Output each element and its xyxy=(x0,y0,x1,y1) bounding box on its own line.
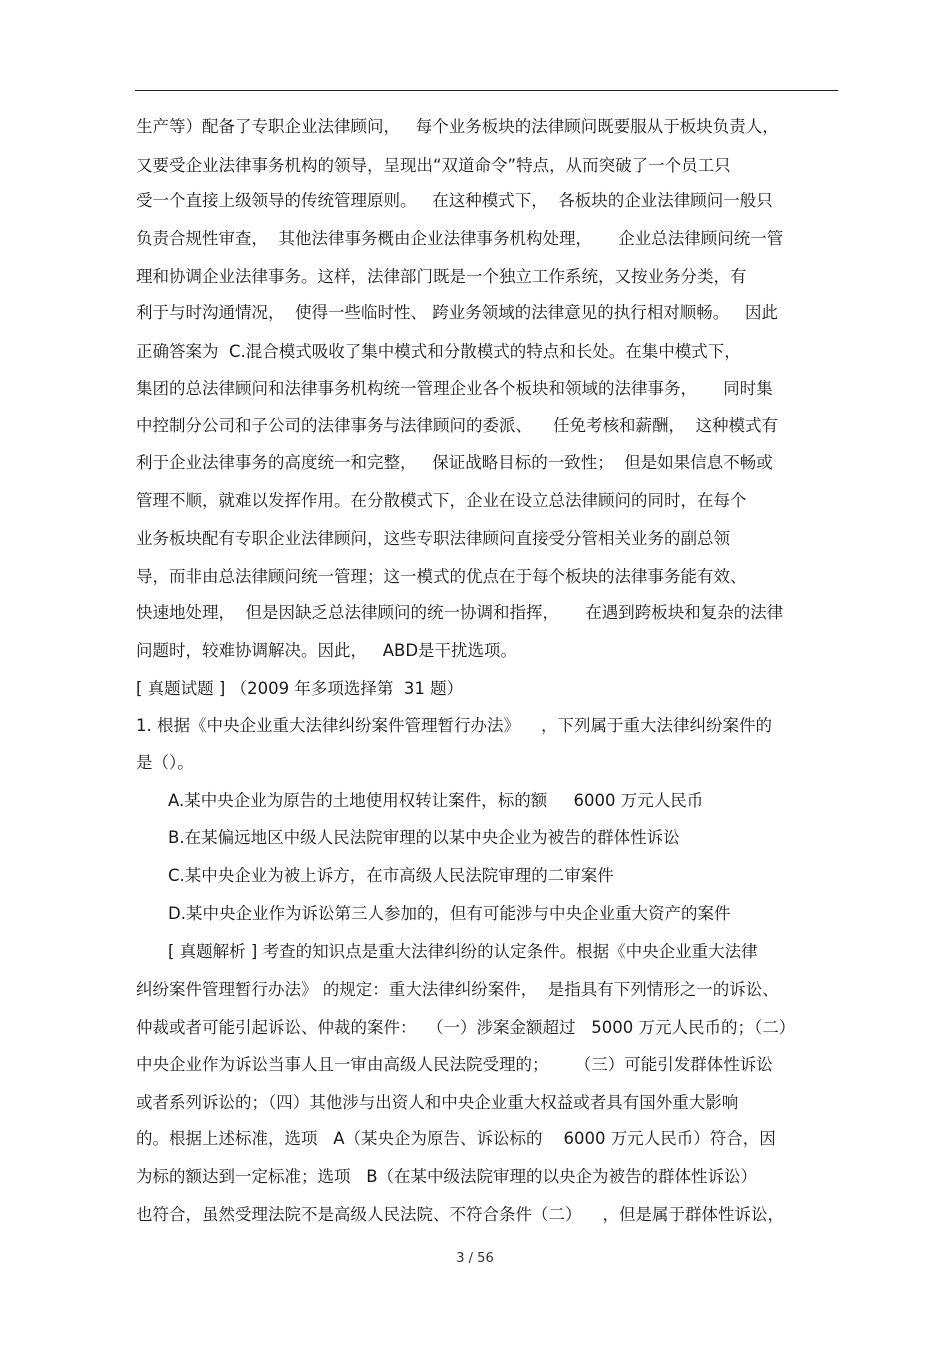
text-line: 或者系列诉讼的；（四）其他涉与出资人和中央企业重大权益或者具有国外重大影响 xyxy=(136,1093,739,1112)
text-line: B.在某偏远地区中级人民法院审理的以某中央企业为被告的群体性诉讼 xyxy=(168,828,680,847)
text-line: 导，而非由总法律顾问统一管理；这一模式的优点在于每个板块的法律事务能有效、 xyxy=(136,567,747,586)
text-line: 中央企业作为诉讼当事人且一审由高级人民法院受理的； （三）可能引发群体性诉讼 xyxy=(136,1055,773,1074)
text-line: 理和协调企业法律事务。这样，法律部门既是一个独立工作系统，又按业务分类，有 xyxy=(136,267,747,286)
text-line: 利于企业法律事务的高度统一和完整， 保证战略目标的一致性； 但是如果信息不畅或 xyxy=(136,453,773,472)
page-number: 3 / 56 xyxy=(456,1251,494,1266)
text-line: [ 真题试题 ] （2009 年多项选择第 31 题） xyxy=(136,679,464,698)
text-line: 1. 根据《中央企业重大法律纠纷案件管理暂行办法》 ，下列属于重大法律纠纷案件的 xyxy=(136,716,772,735)
text-line: 为标的额达到一定标准；选项 B（在某中级法院审理的以央企为被告的群体性诉讼） xyxy=(136,1167,758,1186)
text-line: 集团的总法律顾问和法律事务机构统一管理企业各个板块和领域的法律事务， 同时集 xyxy=(136,379,773,398)
text-line: D.某中央企业作为诉讼第三人参加的，但有可能涉与中央企业重大资产的案件 xyxy=(168,904,731,923)
text-line: 的。根据上述标准，选项 A（某央企为原告、诉讼标的 6000 万元人民币）符合，因 xyxy=(136,1129,776,1148)
text-line: 仲裁或者可能引起诉讼、仲裁的案件： （一）涉案金额超过 5000 万元人民币的；（二） xyxy=(136,1018,796,1037)
text-line: 也符合，虽然受理法院不是高级人民法院、不符合条件（二） ，但是属于群体性诉讼， xyxy=(136,1205,784,1224)
text-line: 管理不顺，就难以发挥作用。在分散模式下，企业在设立总法律顾问的同时，在每个 xyxy=(136,491,747,510)
text-line: C.某中央企业为被上诉方，在市高级人民法院审理的二审案件 xyxy=(168,866,614,885)
text-line: A.某中央企业为原告的土地使用权转让案件，标的额 6000 万元人民币 xyxy=(168,791,704,810)
text-line: 负责合规性审查， 其他法律事务概由企业法律事务机构处理， 企业总法律顾问统一管 xyxy=(136,229,784,248)
text-line: 快速地处理， 但是因缺乏总法律顾问的统一协调和指挥， 在遇到跨板块和复杂的法律 xyxy=(136,603,784,622)
text-line: 又要受企业法律事务机构的领导，呈现出“双道命令”特点，从而突破了一个员工只 xyxy=(136,156,731,175)
text-line: 业务板块配有专职企业法律顾问，这些专职法律顾问直接受分管相关业务的副总领 xyxy=(136,529,730,548)
text-line: 正确答案为 C.混合模式吸收了集中模式和分散模式的特点和长处。在集中模式下， xyxy=(136,342,741,361)
text-line: [ 真题解析 ] 考查的知识点是重大法律纠纷的认定条件。根据《中央企业重大法律 xyxy=(168,942,758,961)
text-line: 利于与时沟通情况， 使得一些临时性、 跨业务领域的法律意见的执行相对顺畅。 因此 xyxy=(136,303,778,322)
text-line: 中控制分公司和子公司的法律事务与法律顾问的委派、 任免考核和薪酬， 这种模式有 xyxy=(136,416,778,435)
text-line: 纠纷案件管理暂行办法》 的规定：重大法律纠纷案件， 是指具有下列情形之一的诉讼、 xyxy=(136,980,779,999)
text-line: 是（）。 xyxy=(136,753,194,772)
text-line: 受一个直接上级领导的传统管理原则。 在这种模式下， 各板块的企业法律顾问一般只 xyxy=(136,191,773,210)
text-line: 生产等）配备了专职企业法律顾问， 每个业务板块的法律顾问既要服从于板块负责人， xyxy=(136,117,779,136)
header-rule xyxy=(135,90,838,91)
text-line: 问题时，较难协调解决。因此， ABD是干扰选项。 xyxy=(136,641,518,660)
